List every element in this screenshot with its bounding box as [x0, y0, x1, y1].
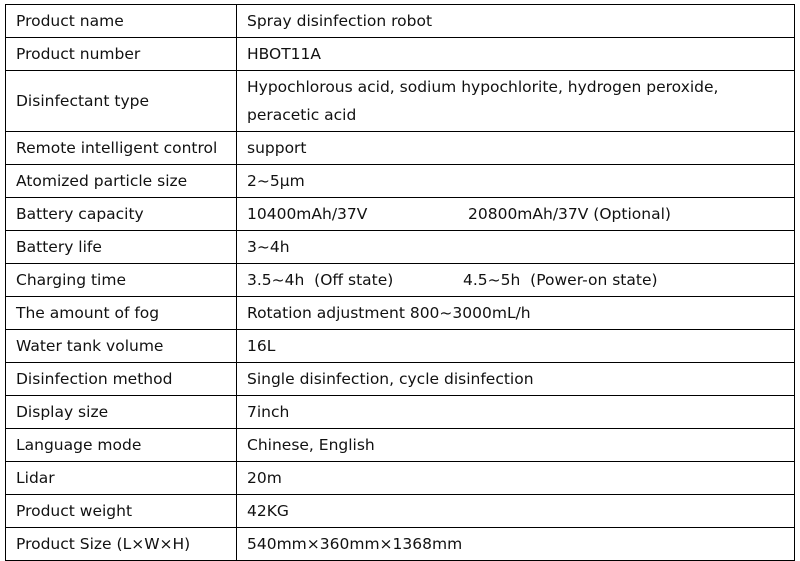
table-row: [6, 231, 795, 264]
spec-value-secondary: 4.5~5h (Power-on state): [463, 271, 658, 289]
spec-label: The amount of fog: [6, 297, 237, 330]
spec-value: Rotation adjustment 800~3000mL/h: [237, 297, 795, 330]
table-row: [6, 429, 795, 462]
table-row: [6, 528, 795, 561]
table-row: [6, 495, 795, 528]
spec-value: 42KG: [237, 495, 795, 528]
spec-label: Product Size (L×W×H): [6, 528, 237, 561]
spec-value-optional: 20800mAh/37V (Optional): [468, 205, 671, 223]
spec-label: Battery capacity: [6, 198, 237, 231]
spec-label: Water tank volume: [6, 330, 237, 363]
table-row: [6, 363, 795, 396]
spec-value: support: [237, 132, 795, 165]
spec-label: Disinfection method: [6, 363, 237, 396]
table-row: [6, 71, 795, 132]
spec-value: Spray disinfection robot: [237, 5, 795, 38]
table-row: [6, 38, 795, 71]
table-row: [6, 396, 795, 429]
table-row: [6, 132, 795, 165]
spec-label: Remote intelligent control: [6, 132, 237, 165]
spec-label: Charging time: [6, 264, 237, 297]
spec-label: Disinfectant type: [6, 71, 237, 132]
table-row: [6, 264, 795, 297]
spec-value: Hypochlorous acid, sodium hypochlorite, hydrogen peroxide, peracetic acid: [237, 71, 795, 132]
spec-value: 7inch: [237, 396, 795, 429]
table-row: [6, 297, 795, 330]
spec-label: Language mode: [6, 429, 237, 462]
spec-value: Chinese, English: [237, 429, 795, 462]
product-spec-table: [5, 4, 795, 561]
spec-label: Atomized particle size: [6, 165, 237, 198]
table-row: [6, 198, 795, 231]
spec-label: Lidar: [6, 462, 237, 495]
table-row: [6, 462, 795, 495]
spec-value-primary: 10400mAh/37V: [247, 205, 368, 223]
spec-value: 20m: [237, 462, 795, 495]
spec-label: Battery life: [6, 231, 237, 264]
spec-label: Product number: [6, 38, 237, 71]
spec-value: 3~4h: [237, 231, 795, 264]
table-row: [6, 165, 795, 198]
spec-value: 540mm×360mm×1368mm: [237, 528, 795, 561]
spec-value: Single disinfection, cycle disinfection: [237, 363, 795, 396]
spec-value: [237, 264, 795, 297]
spec-label: Display size: [6, 396, 237, 429]
table-row: [6, 5, 795, 38]
spec-value: [237, 198, 795, 231]
spec-value: 2~5μm: [237, 165, 795, 198]
spec-label: Product weight: [6, 495, 237, 528]
spec-label: Product name: [6, 5, 237, 38]
spec-value: 16L: [237, 330, 795, 363]
table-row: [6, 330, 795, 363]
spec-value-primary: 3.5~4h (Off state): [247, 271, 394, 289]
spec-value: HBOT11A: [237, 38, 795, 71]
